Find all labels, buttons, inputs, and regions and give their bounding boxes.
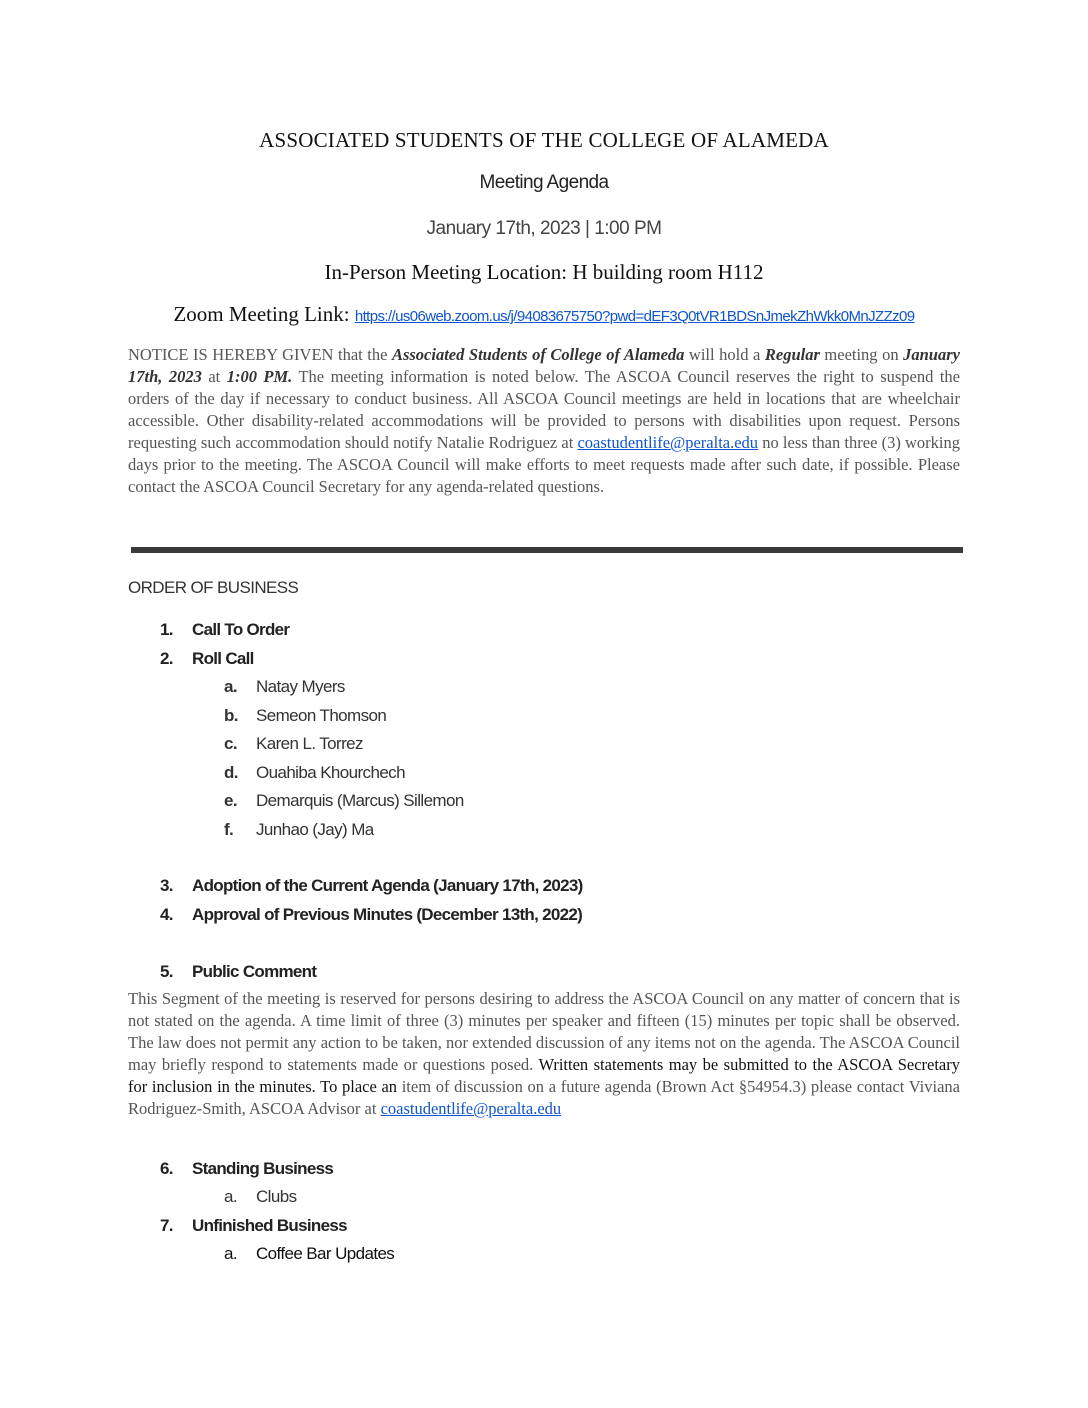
zoom-line — [0, 302, 1088, 327]
notice-text-2: will hold a — [684, 345, 765, 364]
public-comment-text-2: item of discussion on a future agenda (Brown Act §54954.3) please contact Viviana Rodriguez-Smith, ASCOA Advisor at — [128, 1077, 960, 1118]
item-label: Adoption of the Current Agenda (January 17th, 2023) — [192, 876, 583, 895]
zoom-label: Zoom Meeting Link: — [173, 302, 350, 326]
unfinished-business-subitem — [224, 1244, 394, 1264]
agenda-item — [160, 620, 289, 640]
subitem-label: Clubs — [256, 1187, 297, 1206]
sub-letter: f. — [224, 820, 234, 839]
meeting-location: In-Person Meeting Location: H building room H112 — [324, 260, 764, 284]
public-comment-text-1: This Segment of the meeting is reserved for persons desiring to address the ASCOA Council on any matter of concern that is not stated on the agenda. A time limit of three (3) minutes per speaker and fifteen (15) minutes per topic shall be observed. The law does not permit any action to be taken, nor extended discussion of any items not on the agenda. The ASCOA Council may briefly respond to statements made or questions posed. — [128, 989, 960, 1074]
roll-call-member — [224, 791, 464, 811]
public-comment-email-link[interactable]: coastudentlife@peralta.edu — [380, 1099, 562, 1118]
horizontal-divider — [131, 547, 963, 553]
roll-call-member — [224, 734, 363, 754]
member-name: Natay Myers — [256, 677, 345, 696]
standing-business-subitem — [224, 1187, 296, 1207]
item-number: 2. — [160, 649, 173, 668]
sub-letter: a. — [224, 1244, 237, 1263]
item-number: 3. — [160, 876, 173, 895]
notice-text-3: meeting on — [819, 345, 904, 364]
sub-letter: e. — [224, 791, 237, 810]
item-label: Call To Order — [192, 620, 290, 639]
item-label: Approval of Previous Minutes (December 13th, 2022) — [192, 905, 583, 924]
agenda-item — [160, 962, 316, 982]
sub-letter: c. — [224, 734, 237, 753]
notice-text-6: no less than three (3) working days prior to the meeting. The ASCOA Council will make efforts to meet requests made after such date, if possible. Please contact the ASCOA Council Secretary for any agenda-related questions. — [128, 433, 960, 496]
member-name: Junhao (Jay) Ma — [256, 820, 374, 839]
item-number: 6. — [160, 1159, 173, 1178]
notice-paragraph — [128, 344, 960, 498]
member-name: Semeon Thomson — [256, 706, 387, 725]
subitem-label: Coffee Bar Updates — [256, 1244, 395, 1263]
public-comment-paragraph — [128, 988, 960, 1120]
roll-call-member — [224, 820, 374, 840]
notice-text-1: NOTICE IS HEREBY GIVEN that the — [128, 345, 392, 364]
roll-call-member — [224, 706, 386, 726]
item-number: 1. — [160, 620, 173, 639]
sub-letter: a. — [224, 1187, 237, 1206]
notice-org: Associated Students of College of Alameda — [391, 345, 685, 364]
item-label: Roll Call — [192, 649, 254, 668]
notice-meeting-type: Regular — [764, 345, 820, 364]
document-subtitle: Meeting Agenda — [479, 172, 609, 193]
notice-date: January 17th, 2023 — [128, 345, 960, 386]
item-label: Unfinished Business — [192, 1216, 347, 1235]
sub-letter: b. — [224, 706, 238, 725]
document-title: ASSOCIATED STUDENTS OF THE COLLEGE OF ALAMEDA — [259, 128, 829, 152]
member-name: Ouahiba Khourchech — [256, 763, 405, 782]
roll-call-member — [224, 677, 345, 697]
sub-letter: a. — [224, 677, 237, 696]
meeting-datetime: January 17th, 2023 | 1:00 PM — [426, 218, 662, 239]
zoom-link[interactable]: https://us06web.zoom.us/j/94083675750?pwd=dEF3Q0tVR1BDSnJmekZhWkk0MnJZZz09 — [354, 308, 915, 325]
agenda-item — [160, 905, 582, 925]
agenda-item — [160, 1216, 347, 1236]
public-comment-written: Written statements may be submitted to the ASCOA Secretary for inclusion in the minutes. To place an — [128, 1055, 960, 1096]
item-label: Public Comment — [192, 962, 317, 981]
agenda-item — [160, 1159, 333, 1179]
sub-letter: d. — [224, 763, 238, 782]
notice-email-link[interactable]: coastudentlife@peralta.edu — [577, 433, 759, 452]
notice-time: 1:00 PM. — [226, 367, 293, 386]
item-label: Standing Business — [192, 1159, 334, 1178]
item-number: 5. — [160, 962, 173, 981]
agenda-item — [160, 876, 583, 896]
agenda-item — [160, 649, 254, 669]
order-of-business-heading: ORDER OF BUSINESS — [128, 578, 299, 597]
notice-text-5: The meeting information is noted below. The ASCOA Council reserves the right to suspend the orders of the day if necessary to conduct business. All ASCOA Council meetings are held in locations that are wheelchair accessible. Other disability-related accommodations will be provided to persons with disabilities upon request. Persons requesting such accommodation should notify Natalie Rodriguez at — [128, 367, 960, 452]
member-name: Karen L. Torrez — [256, 734, 363, 753]
notice-text-4: at — [201, 367, 227, 386]
item-number: 7. — [160, 1216, 173, 1235]
roll-call-member — [224, 763, 405, 783]
member-name: Demarquis (Marcus) Sillemon — [256, 791, 464, 810]
item-number: 4. — [160, 905, 173, 924]
